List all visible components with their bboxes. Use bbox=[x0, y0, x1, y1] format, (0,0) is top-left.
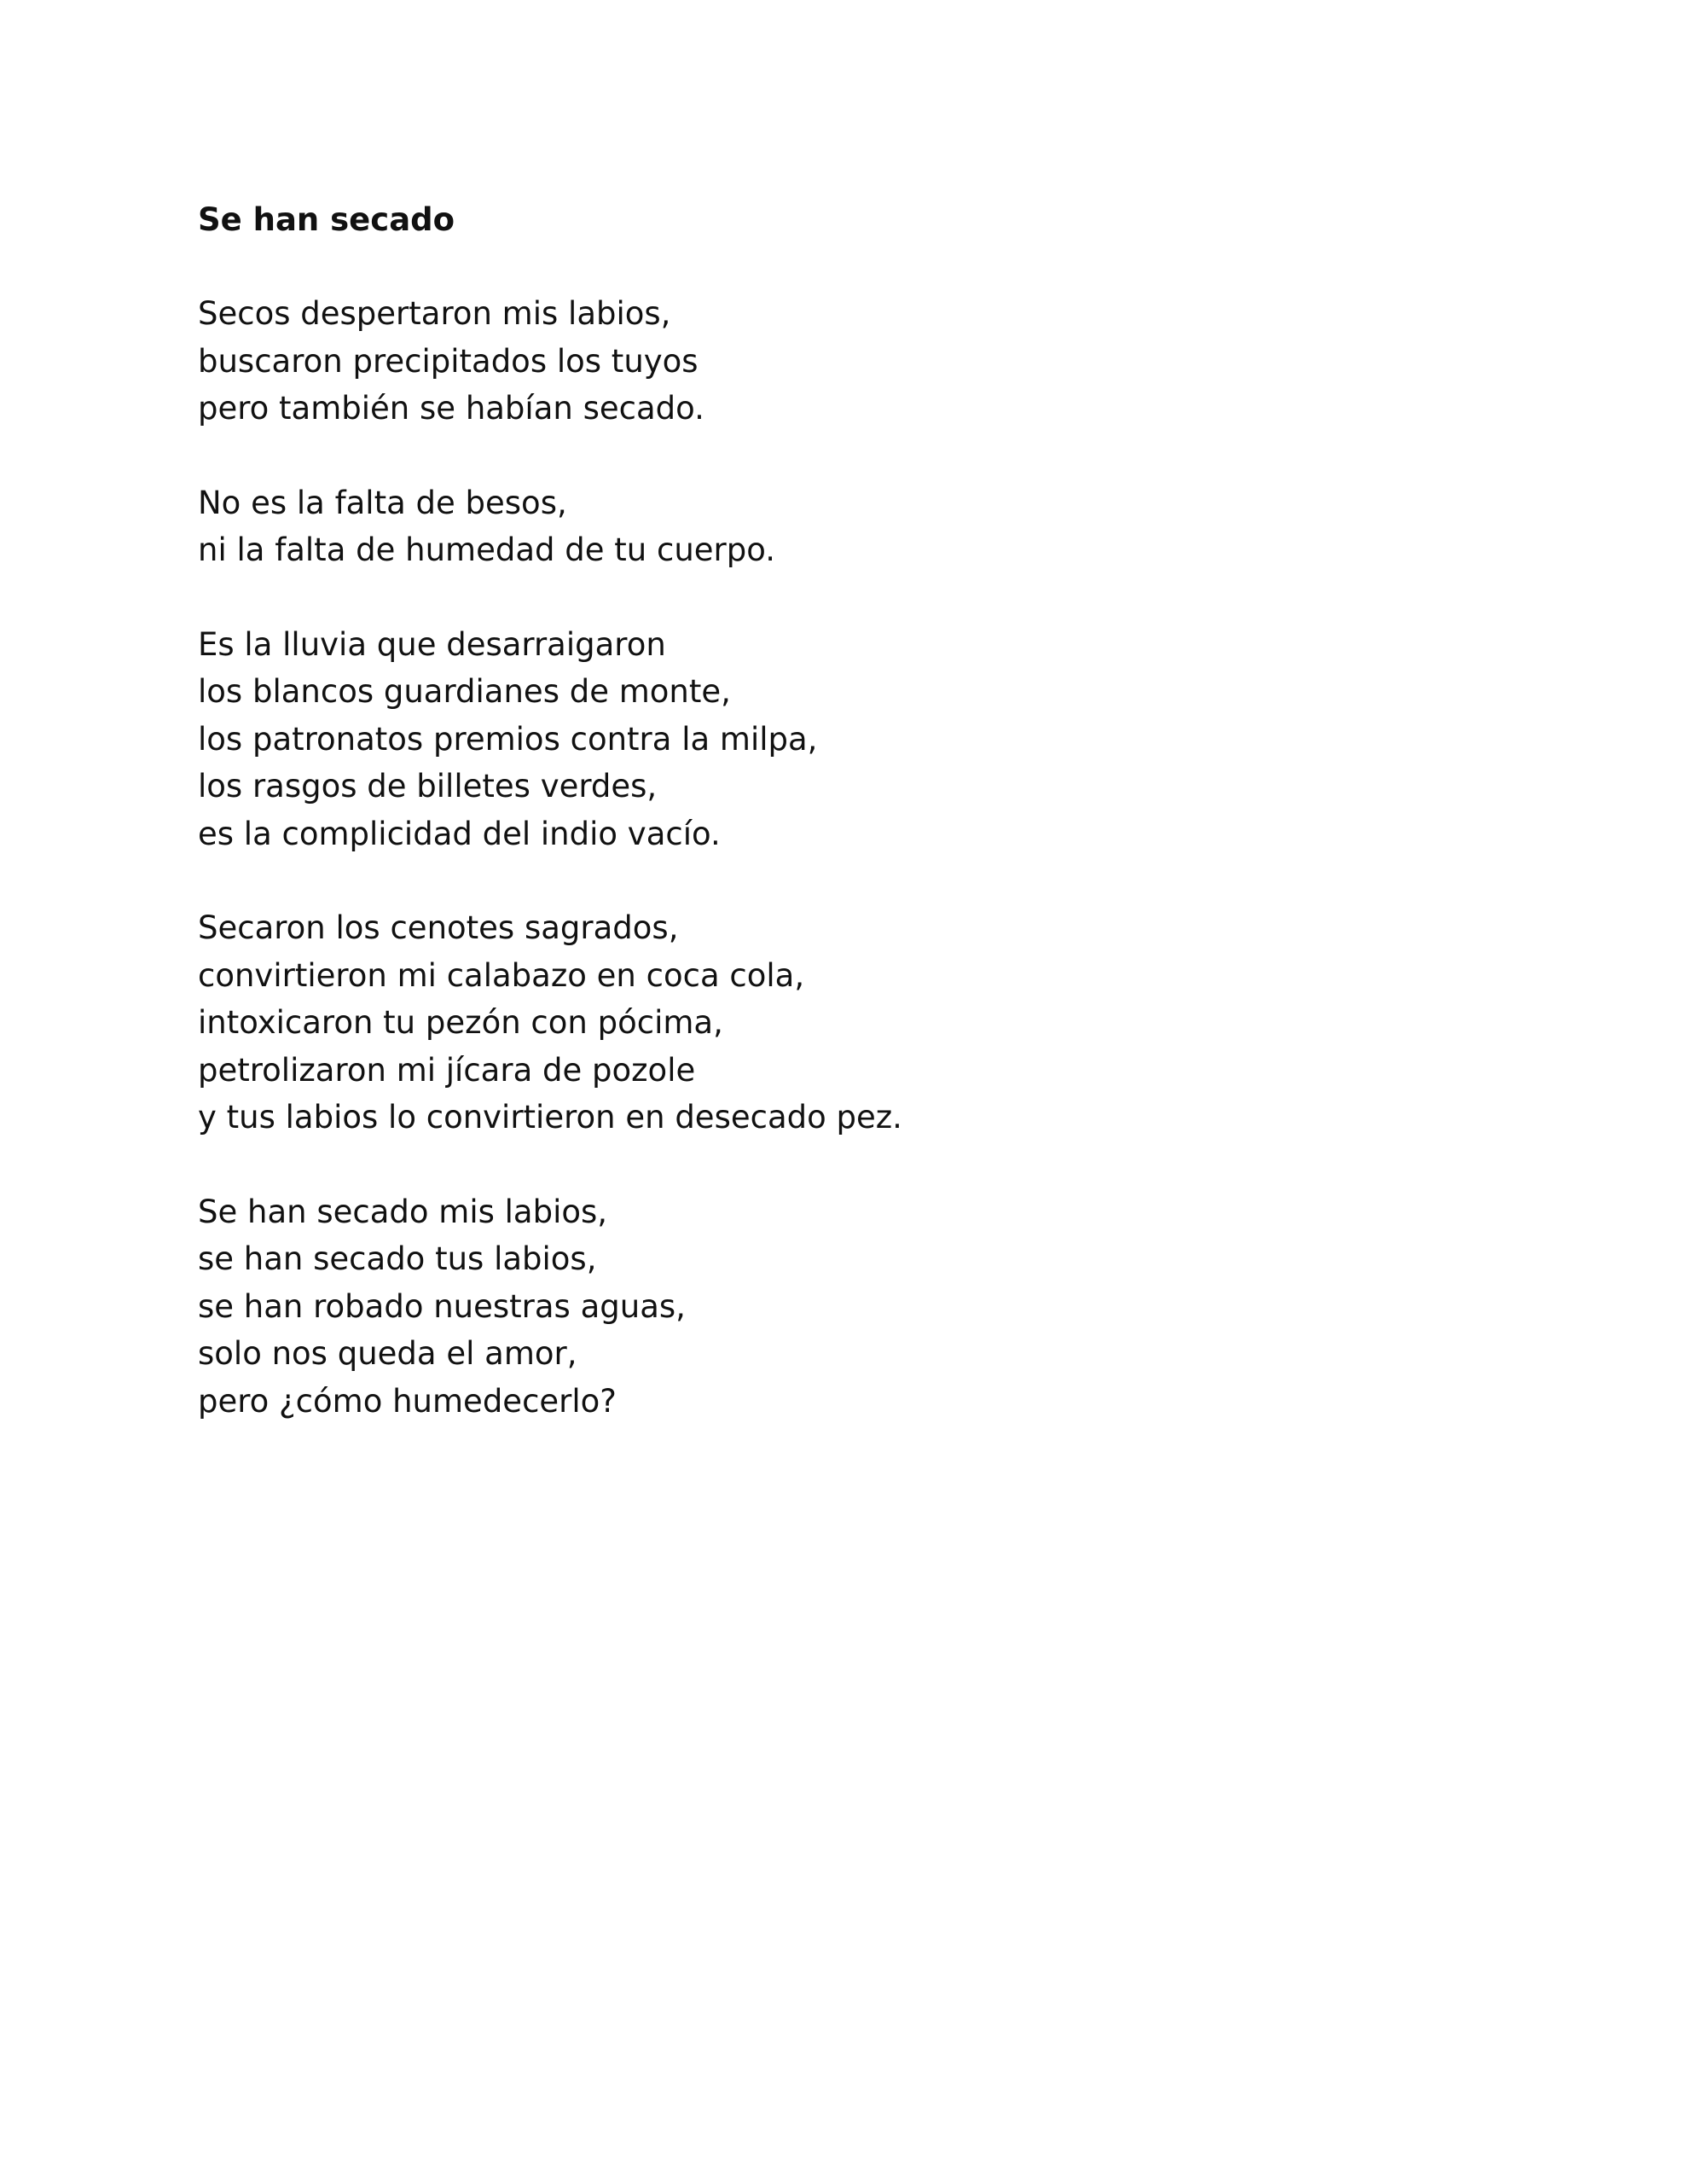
poem-line: Secos despertaron mis labios, bbox=[198, 295, 671, 332]
poem-title: Se han secado bbox=[198, 201, 455, 238]
poem-line: los patronatos premios contra la milpa, bbox=[198, 720, 818, 758]
poem-line: y tus labios lo convirtieron en desecado pez. bbox=[198, 1099, 902, 1136]
poem-line: Se han secado mis labios, bbox=[198, 1193, 608, 1230]
poem-line: Secaron los cenotes sagrados, bbox=[198, 909, 679, 946]
poem-line: intoxicaron tu pezón con pócima, bbox=[198, 1004, 723, 1041]
poem-line: convirtieron mi calabazo en coca cola, bbox=[198, 956, 805, 994]
poem-line: Es la lluvia que desarraigaron bbox=[198, 625, 666, 663]
poem-line: petrolizaron mi jícara de pozole bbox=[198, 1051, 696, 1089]
poem-line: los rasgos de billetes verdes, bbox=[198, 768, 658, 804]
poem-line: pero ¿cómo humedecerlo? bbox=[198, 1382, 617, 1420]
stanza-3 bbox=[198, 621, 1477, 858]
poem-line: ni la falta de humedad de tu cuerpo. bbox=[198, 531, 775, 568]
poem-line: los blancos guardianes de monte, bbox=[198, 673, 731, 710]
stanza-4 bbox=[198, 904, 1477, 1141]
poem-line: se han secado tus labios, bbox=[198, 1240, 597, 1277]
poem-line: buscaron precipitados los tuyos bbox=[198, 342, 699, 380]
poem-line: No es la falta de besos, bbox=[198, 484, 567, 521]
poem-container bbox=[198, 196, 1477, 1472]
poem-line: es la complicidad del indio vacío. bbox=[198, 815, 721, 852]
stanza-2 bbox=[198, 479, 1477, 574]
poem-line: se han robado nuestras aguas, bbox=[198, 1287, 686, 1325]
stanza-1 bbox=[198, 290, 1477, 433]
poem-line: pero también se habían secado. bbox=[198, 390, 704, 427]
stanza-5 bbox=[198, 1188, 1477, 1426]
poem-line: solo nos queda el amor, bbox=[198, 1335, 577, 1372]
